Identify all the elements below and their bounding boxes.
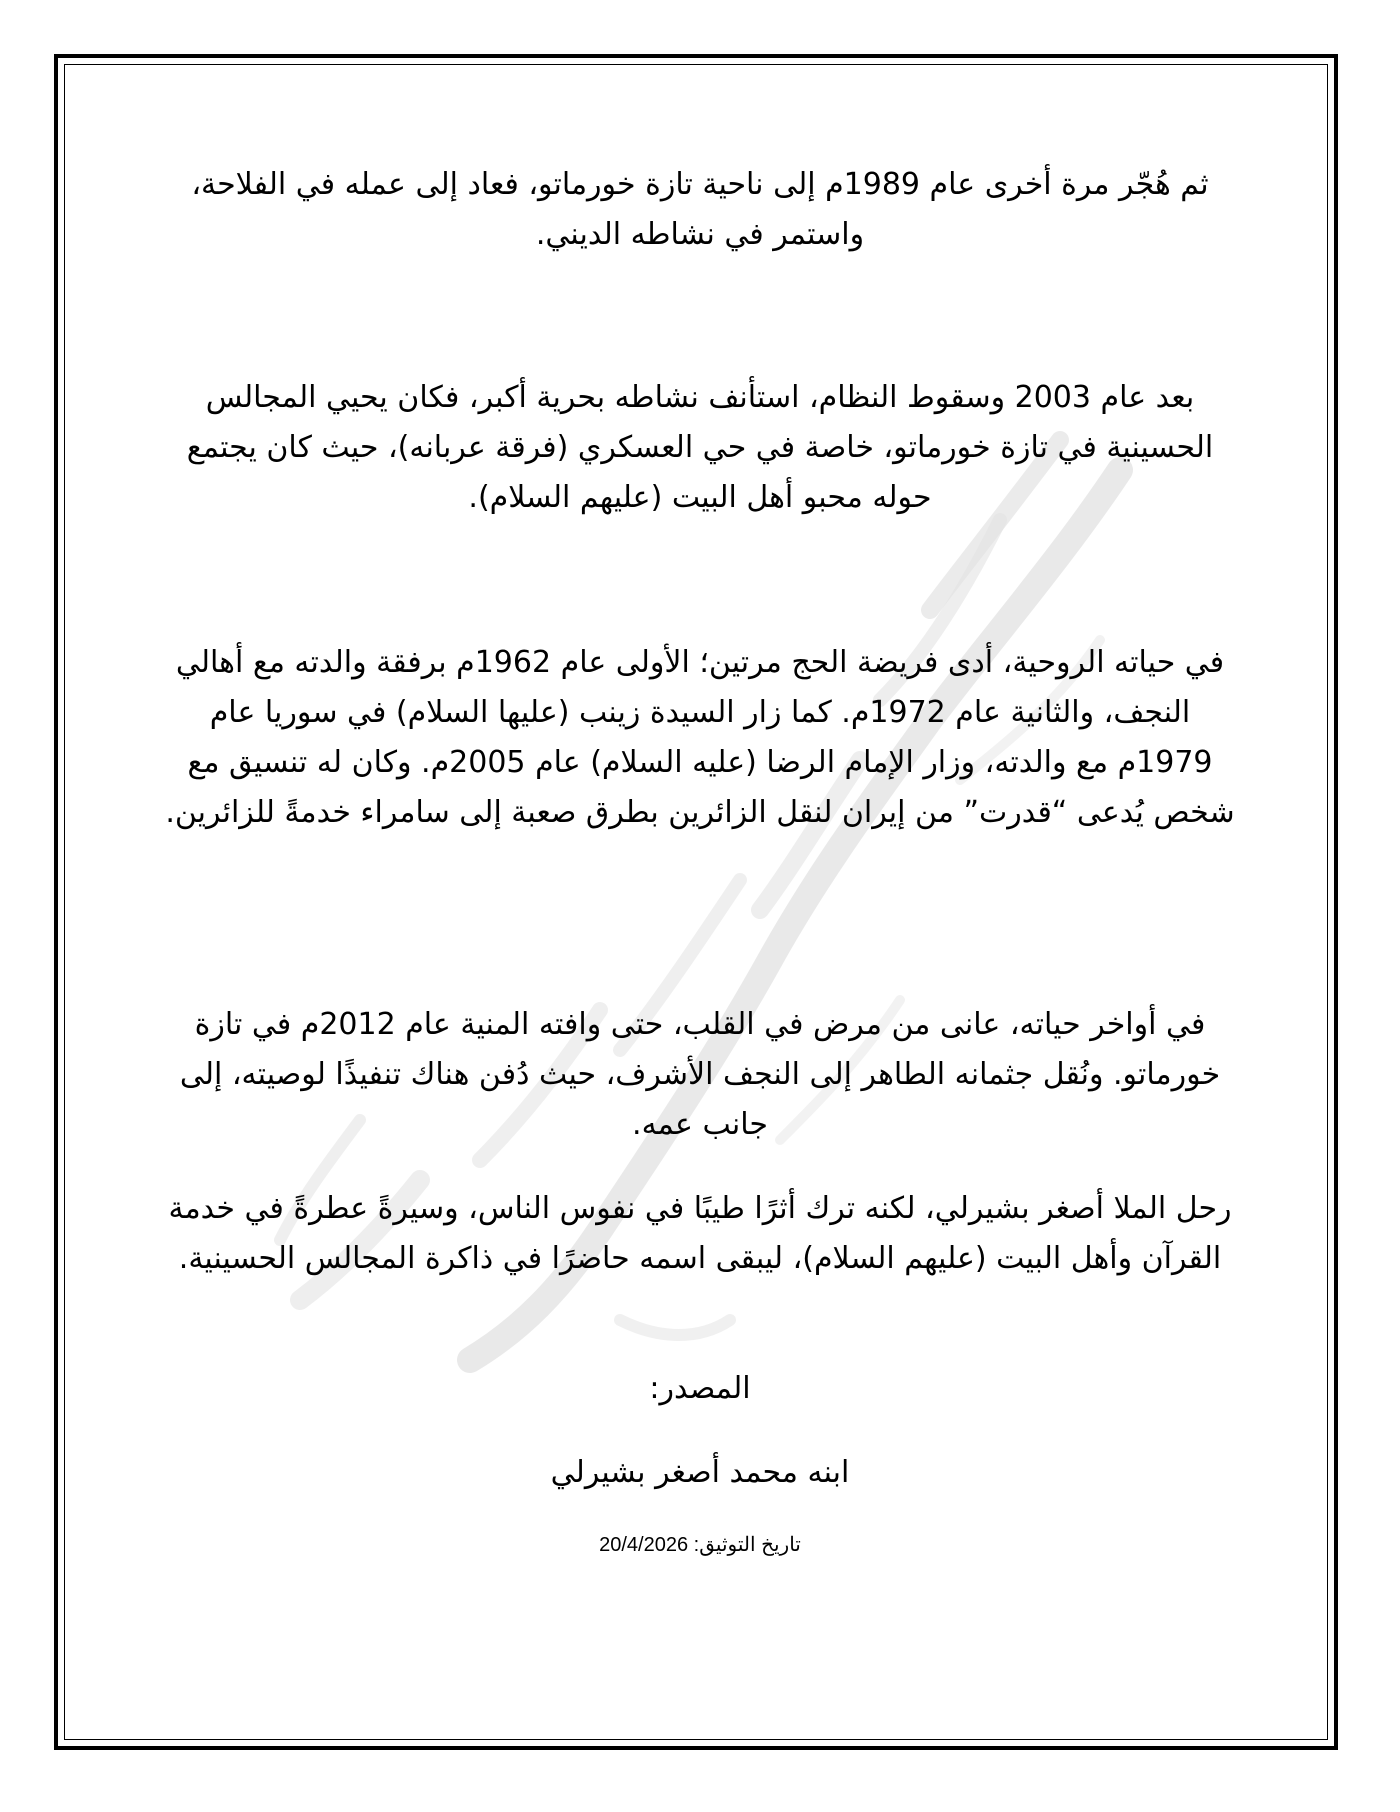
- paragraph-after-2003: بعد عام 2003 وسقوط النظام، استأنف نشاطه بحرية أكبر، فكان يحيي المجالس الحسينية في تازة خورماتو، خاصة في حي العسكري (فرقة عربانه)، حيث كان يجتمع حوله محبو أهل البيت (عليهم السلام).: [186, 380, 1214, 515]
- source-value: ابنه محمد أصغر بشيرلي: [550, 1455, 850, 1490]
- documentation-date: تاريخ التوثيق: 20/4/2026: [599, 1534, 801, 1556]
- paragraph-displacement: ثم هُجّر مرة أخرى عام 1989م إلى ناحية تازة خورماتو، فعاد إلى عمله في الفلاحة، واستمر في نشاطه الديني.: [191, 167, 1209, 252]
- paragraph-final-years: في أواخر حياته، عانى من مرض في القلب، حتى وافته المنية عام 2012م في تازة خورماتو. ونُقل جثمانه الطاهر إلى النجف الأشرف، حيث دُفن هناك تنفيذًا لوصيته، إلى جانب عمه.: [179, 1007, 1221, 1142]
- paragraph-legacy: رحل الملا أصغر بشيرلي، لكنه ترك أثرًا طيبًا في نفوس الناس، وسيرةً عطرةً في خدمة القرآن وأهل البيت (عليهم السلام)، ليبقى اسمه حاضرًا في ذاكرة المجالس الحسينية.: [168, 1191, 1232, 1276]
- paragraph-spiritual-life: في حياته الروحية، أدى فريضة الحج مرتين؛ الأولى عام 1962م برفقة والدته مع أهالي النجف، والثانية عام 1972م. كما زار السيدة زينب (عليها السلام) في سوريا عام 1979م مع والدته، وزار الإمام الرضا (عليه السلام) عام 2005م. وكان له تنسيق مع شخص يُدعى “قدرت” من إيران لنقل الزائرين بطرق صعبة إلى سامراء خدمةً للزائرين.: [165, 645, 1235, 830]
- source-label: المصدر:: [649, 1371, 751, 1406]
